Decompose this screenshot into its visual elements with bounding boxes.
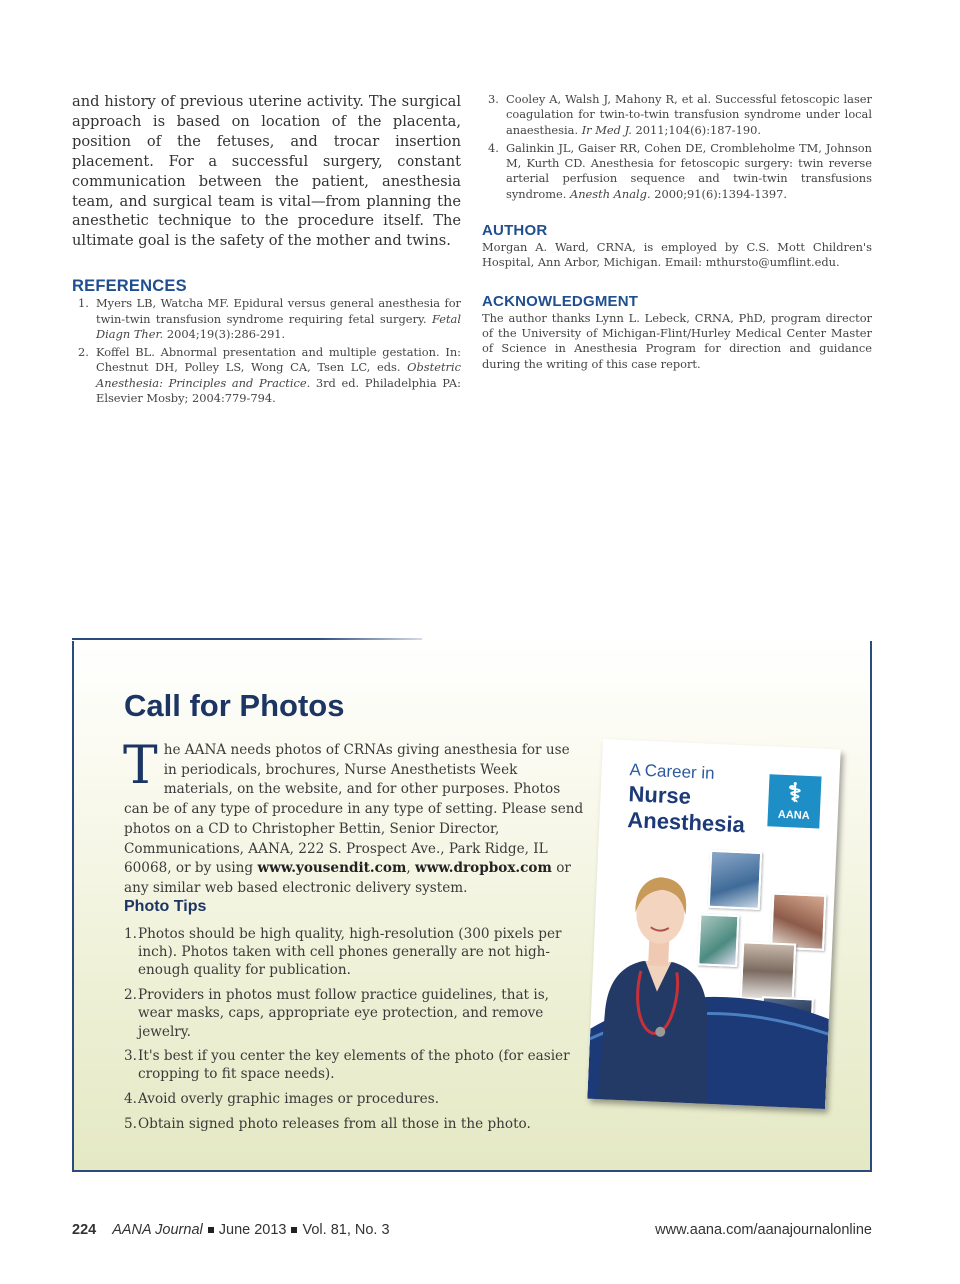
intro-text-end: or any similar web based electronic delivery system.	[124, 860, 571, 896]
brochure-title-line3: Anesthesia	[626, 807, 746, 838]
separator-square	[291, 1227, 297, 1233]
tip-number: 5.	[124, 1115, 137, 1132]
issue-volume: Vol. 81, No. 3	[302, 1222, 390, 1238]
aana-logo	[767, 774, 821, 828]
box-top-rule	[72, 638, 422, 640]
brochure-title-line2: Nurse	[628, 781, 692, 809]
drop-cap: T	[123, 736, 158, 796]
tip-number: 2.	[124, 987, 137, 1004]
reference-journal: Anesth Analg.	[570, 186, 651, 201]
reference-item	[72, 296, 461, 342]
dropbox-link[interactable]: www.dropbox.com	[415, 860, 552, 877]
reference-text: Galinkin JL, Gaiser RR, Cohen DE, Crombleholme TM, Johnson M, Kurth CD. Anesthesia for fetoscopic surgery: twin reverse arterial perfusion sequence and twin-twin transfusions syndrome.	[506, 140, 872, 201]
photo-tip	[124, 1047, 584, 1083]
separator-square	[208, 1227, 214, 1233]
nurse-photo	[587, 839, 728, 1104]
page-footer	[72, 1222, 872, 1238]
reference-book-title: Obstetric Anesthesia: Principles and Practice.	[96, 360, 461, 390]
call-for-photos-title: Call for Photos	[124, 688, 345, 723]
tip-text: Obtain signed photo releases from all those in the photo.	[138, 1115, 531, 1132]
photo-tip	[124, 1090, 584, 1108]
tip-text: Providers in photos must follow practice guidelines, that is, wear masks, caps, appropriate eye protection, and remove jewelry.	[138, 987, 549, 1040]
reference-list-right	[482, 92, 872, 202]
reference-item	[72, 345, 461, 406]
page-number: 224	[72, 1222, 97, 1238]
photo-tips-list	[124, 925, 584, 1140]
reference-item	[482, 141, 872, 202]
tip-text: It's best if you center the key elements of the photo (for easier cropping to fit space needs).	[138, 1048, 570, 1083]
reference-citation: 2004;19(3):286-291.	[163, 326, 286, 341]
journal-url-link[interactable]: www.aana.com/aanajournalonline	[655, 1222, 872, 1238]
caduceus-icon: ⚕	[787, 777, 803, 808]
reference-list-left	[72, 296, 461, 406]
reference-journal: Fetal Diagn Ther.	[96, 311, 461, 341]
brochure-title-main	[627, 781, 747, 838]
brochure-title-line1: A Career in	[629, 760, 716, 783]
photo-tips-heading: Photo Tips	[124, 898, 207, 915]
tip-number: 1.	[124, 926, 137, 942]
tip-number: 3.	[124, 1048, 137, 1065]
reference-text: Cooley A, Walsh J, Mahony R, et al. Successful fetoscopic laser coagulation for twin-to-twin transfusion syndrome under local anaesthesia.	[506, 92, 872, 137]
reference-citation: 2000;91(6):1394-1397.	[650, 186, 787, 201]
aana-logo-text: AANA	[777, 808, 810, 823]
tip-text: Photos should be high quality, high-resolution (300 pixels per inch). Photos taken with cell phones generally are not high-enough quality for publication.	[138, 926, 562, 979]
reference-text: Koffel BL. Abnormal presentation and multiple gestation. In: Chestnut DH, Polley LS, Wong CA, Tsen LC, eds.	[96, 345, 461, 375]
issue-date: June 2013	[218, 1222, 287, 1238]
photo-tip	[124, 925, 584, 980]
acknowledgment-text: The author thanks Lynn L. Lebeck, CRNA, PhD, program director of the University of Michigan-Flint/Hurley Medical Center Master of Science in Anesthesia Program for direction and guidance during the writing of this case report.	[482, 310, 872, 371]
acknowledgment-heading: ACKNOWLEDGMENT	[482, 292, 639, 310]
link-separator: ,	[406, 860, 416, 877]
reference-text: Myers LB, Watcha MF. Epidural versus general anesthesia for twin-twin transfusion syndrome requiring fetal surgery.	[96, 296, 461, 326]
body-paragraph: and history of previous uterine activity. The surgical approach is based on location of the placenta, position of the fetuses, and trocar insertion placement. For a successful surgery, constant communication between the patient, anesthesia team, and surgical team is vital—from planning the anesthetic technique to the procedure itself. The ultimate goal is the safety of the mother and twins.	[72, 93, 461, 250]
right-column	[482, 92, 872, 372]
left-column	[72, 92, 461, 409]
reference-citation: 3rd ed. Philadelphia PA: Elsevier Mosby; 2004:779-794.	[96, 375, 461, 406]
intro-text: he AANA needs photos of CRNAs giving anesthesia for use in periodicals, brochures, Nurse Anesthetists Week materials, on the website, and for other purposes. Photos can be of any type of procedure in any type of setting. Please send photos on a CD to Christopher Bettin, Senior Director, Communications, AANA, 222 S. Prospect Ave., Park Ridge, IL 60068, or by using	[124, 742, 584, 877]
reference-number: 4.	[488, 140, 499, 155]
author-heading: AUTHOR	[482, 222, 548, 240]
reference-journal: Ir Med J.	[581, 122, 632, 137]
reference-citation: 2011;104(6):187-190.	[631, 122, 761, 137]
references-heading: REFERENCES	[72, 277, 187, 296]
author-text: Morgan A. Ward, CRNA, is employed by C.S. Mott Children's Hospital, Ann Arbor, Michigan. Email: mthursto@umflint.edu.	[482, 240, 872, 270]
call-for-photos-intro	[123, 736, 584, 899]
photo-tip	[124, 986, 584, 1041]
reference-item	[482, 92, 872, 138]
reference-number: 3.	[488, 92, 499, 106]
photo-tip	[124, 1115, 584, 1133]
tip-number: 4.	[124, 1091, 137, 1108]
tip-text: Avoid overly graphic images or procedures.	[138, 1091, 440, 1108]
reference-number: 2.	[78, 345, 89, 360]
journal-name: AANA Journal	[112, 1222, 203, 1238]
career-brochure-image	[587, 739, 840, 1109]
reference-number: 1.	[78, 296, 89, 311]
yousendit-link[interactable]: www.yousendit.com	[257, 860, 407, 877]
